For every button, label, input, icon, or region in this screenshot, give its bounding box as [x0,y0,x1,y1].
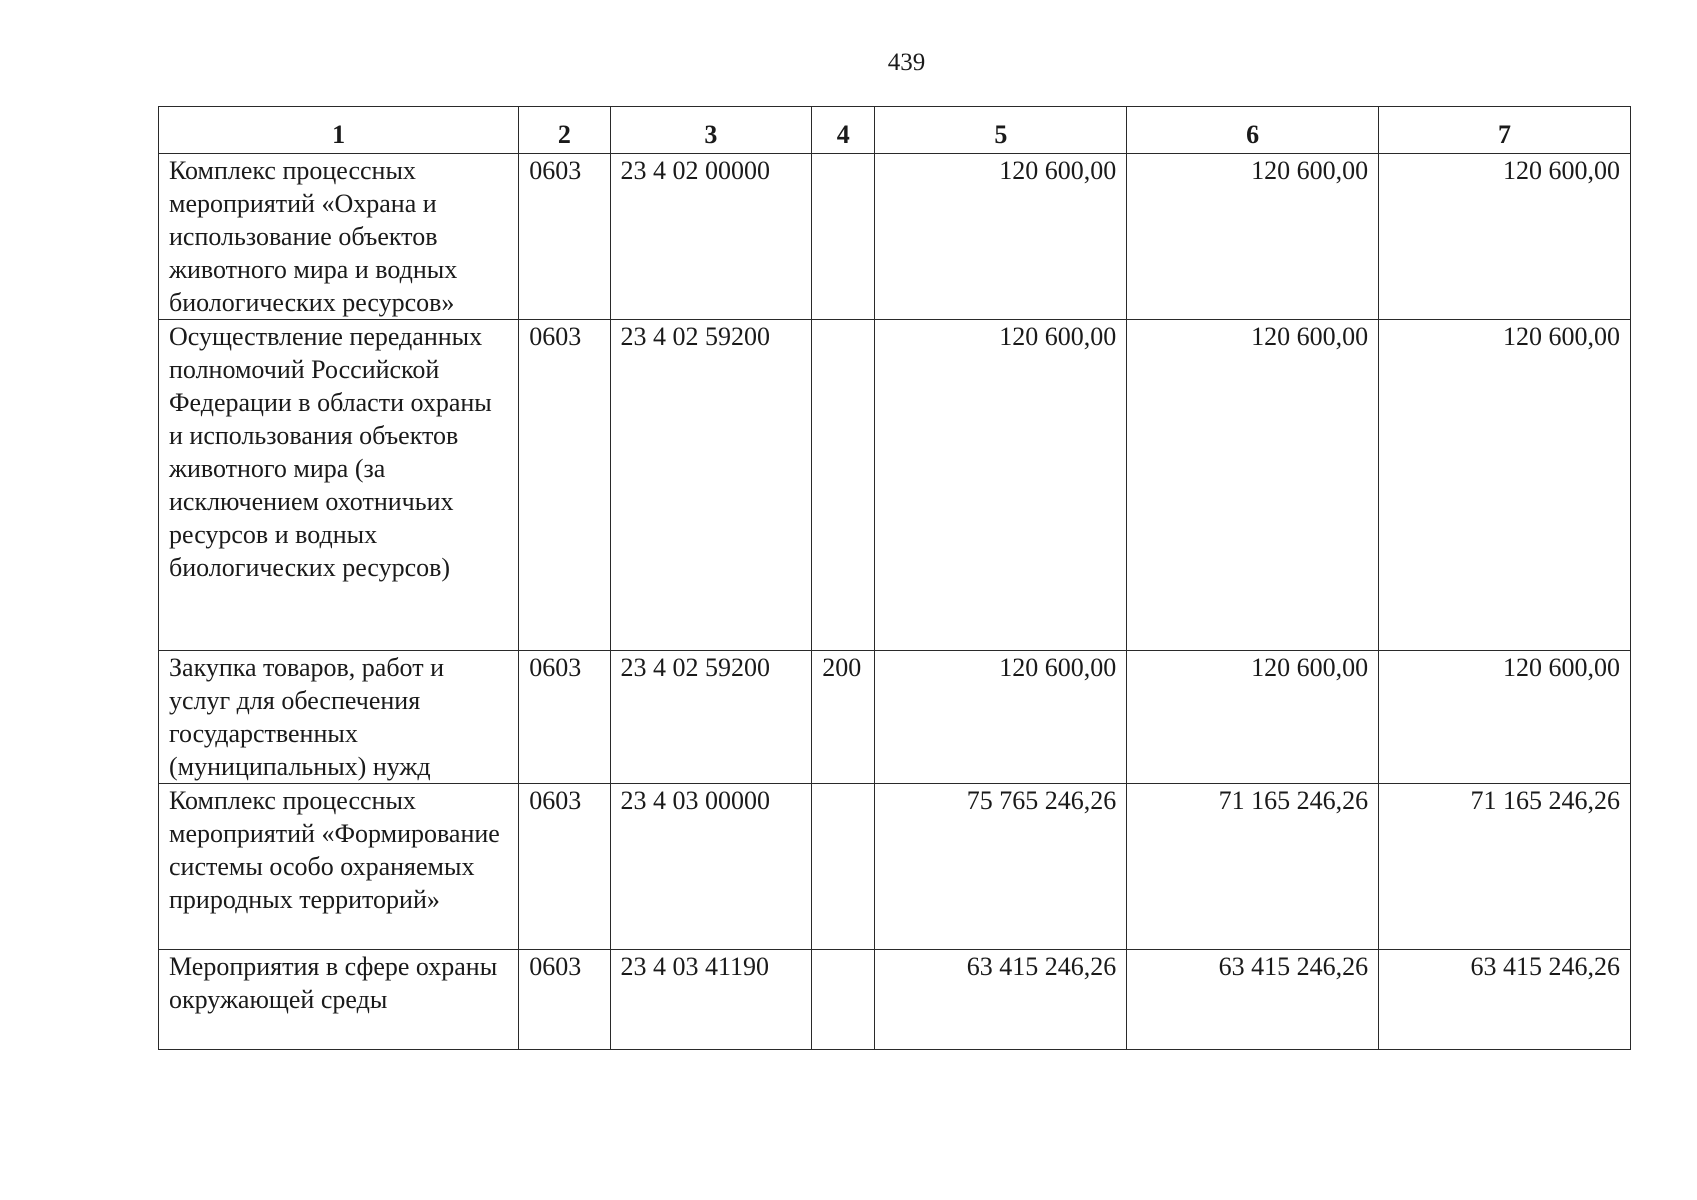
row-expense-type: 200 [812,651,875,784]
header-col-2: 2 [519,107,610,154]
row-amount-col7: 63 415 246,26 [1379,950,1631,1050]
row-amount-col6: 120 600,00 [1127,320,1379,651]
row-name: Комплекс процессных мероприятий «Формирование системы особо охраняемых природных территорий» [159,784,519,950]
row-section-code: 0603 [519,320,610,651]
row-section-code: 0603 [519,784,610,950]
header-row [159,107,1631,154]
budget-table [158,106,1631,1050]
table-row [159,154,1631,320]
row-amount-col6: 63 415 246,26 [1127,950,1379,1050]
row-amount-col6: 120 600,00 [1127,651,1379,784]
row-name: Комплекс процессных мероприятий «Охрана и использование объектов животного мира и водных биологических ресурсов» [159,154,519,320]
row-target-article: 23 4 03 41190 [610,950,812,1050]
row-amount-col7: 120 600,00 [1379,154,1631,320]
row-section-code: 0603 [519,950,610,1050]
row-target-article: 23 4 02 59200 [610,651,812,784]
table-row [159,784,1631,950]
row-expense-type [812,950,875,1050]
page-number: 439 [887,49,926,76]
table-row [159,320,1631,651]
row-amount-col5: 63 415 246,26 [875,950,1127,1050]
row-expense-type [812,320,875,651]
row-amount-col7: 120 600,00 [1379,651,1631,784]
row-amount-col5: 120 600,00 [875,651,1127,784]
row-section-code: 0603 [519,651,610,784]
row-amount-col5: 120 600,00 [875,154,1127,320]
row-amount-col7: 120 600,00 [1379,320,1631,651]
table-row [159,651,1631,784]
header-col-3: 3 [610,107,812,154]
header-col-1: 1 [159,107,519,154]
row-expense-type [812,154,875,320]
row-amount-col5: 75 765 246,26 [875,784,1127,950]
row-section-code: 0603 [519,154,610,320]
row-expense-type [812,784,875,950]
row-name: Осуществление переданных полномочий Российской Федерации в области охраны и использования объектов животного мира (за исключением охотничьих ресурсов и водных биологических ресурсов) [159,320,519,651]
row-name: Закупка товаров, работ и услуг для обеспечения государственных (муниципальных) нужд [159,651,519,784]
row-amount-col6: 120 600,00 [1127,154,1379,320]
row-target-article: 23 4 02 00000 [610,154,812,320]
row-amount-col6: 71 165 246,26 [1127,784,1379,950]
row-amount-col5: 120 600,00 [875,320,1127,651]
row-name: Мероприятия в сфере охраны окружающей среды [159,950,519,1050]
row-target-article: 23 4 02 59200 [610,320,812,651]
row-amount-col7: 71 165 246,26 [1379,784,1631,950]
header-col-7: 7 [1379,107,1631,154]
header-col-4: 4 [812,107,875,154]
row-target-article: 23 4 03 00000 [610,784,812,950]
header-col-6: 6 [1127,107,1379,154]
table-row [159,950,1631,1050]
header-col-5: 5 [875,107,1127,154]
